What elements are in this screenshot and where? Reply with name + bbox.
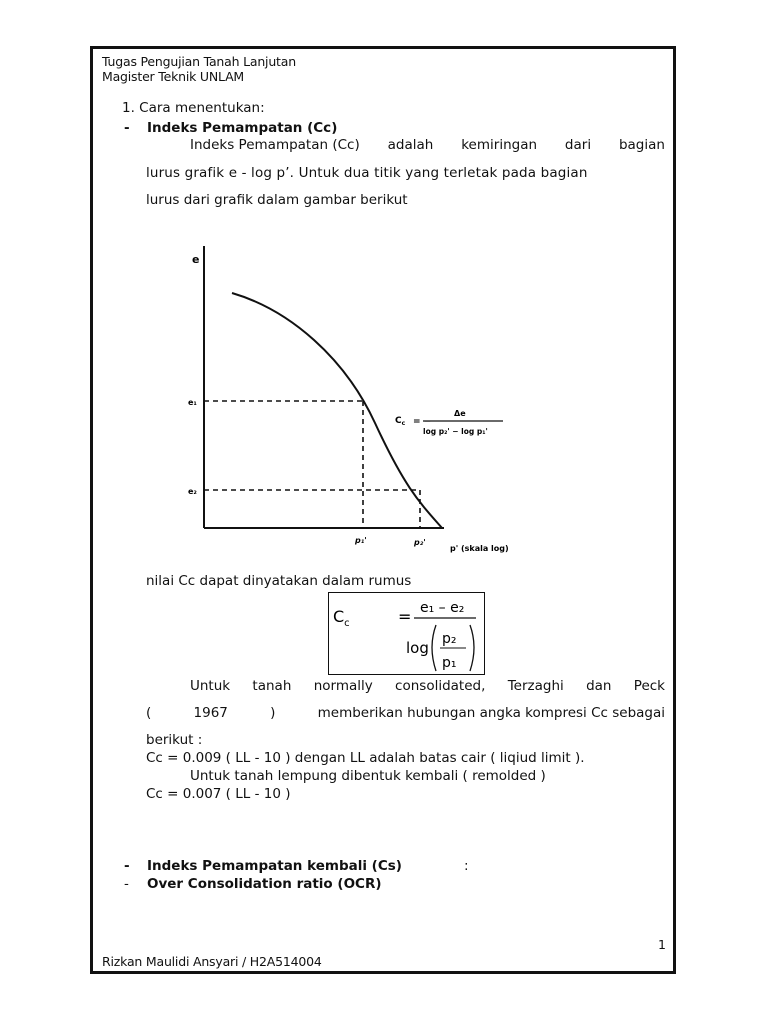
x-axis-label: p' (skala log) xyxy=(450,544,509,553)
p2-label: p₂' xyxy=(414,538,426,547)
cc-remolded-equation: Cc = 0.007 ( LL - 10 ) xyxy=(146,786,291,802)
para1-line1: Indeks Pemampatan (Cc) adalah kemiringan dari bagian xyxy=(190,137,665,153)
para2-line3: berikut : xyxy=(146,732,203,748)
compression-curve xyxy=(232,293,442,528)
header-program: Magister Teknik UNLAM xyxy=(102,69,245,84)
bullet-dash-cs: - xyxy=(124,858,130,874)
cc-nc-equation: Cc = 0.009 ( LL - 10 ) dengan LL adalah batas cair ( liqiud limit ). xyxy=(146,750,585,766)
e2-label: e₂ xyxy=(188,487,197,496)
formula-numerator: e₁ – e₂ xyxy=(420,600,465,616)
y-axis-label: e xyxy=(192,253,200,266)
formula-p2: p₂ xyxy=(442,631,457,647)
header-course: Tugas Pengujian Tanah Lanjutan xyxy=(102,54,296,69)
para1-line3: lurus dari grafik dalam gambar berikut xyxy=(146,192,408,208)
para2-line2: ( 1967 ) memberikan hubungan angka kompresi Cc sebagai xyxy=(146,705,665,721)
eq-denominator: log p₂' − log p₁' xyxy=(423,427,488,436)
footer-author: Rizkan Maulidi Ansyari / H2A514004 xyxy=(102,954,322,969)
bullet-dash-cc: - xyxy=(124,120,130,136)
formula-equals: = xyxy=(398,607,412,626)
formula-left-paren xyxy=(432,625,436,671)
p1-label: p₁' xyxy=(355,536,367,545)
para2-line1: Untuk tanah normally consolidated, Terzaghi dan Peck xyxy=(190,678,665,694)
formula-lhs: $C_c$ xyxy=(333,607,350,629)
eq-lhs: $C_c$ xyxy=(395,416,406,427)
heading-ocr: Over Consolidation ratio (OCR) xyxy=(147,876,382,892)
list-item-1: 1. Cara menentukan: xyxy=(122,100,265,116)
heading-cs-colon: : xyxy=(464,858,469,874)
formula-p1: p₁ xyxy=(442,655,457,671)
eq-numerator: Δe xyxy=(454,409,466,418)
heading-indeks-pemampatan-kembali: Indeks Pemampatan kembali (Cs) xyxy=(147,858,402,874)
bullet-dash-ocr: - xyxy=(124,876,129,892)
cc-formula xyxy=(328,592,485,675)
formula-log: log xyxy=(406,639,429,657)
rumus-intro: nilai Cc dapat dinyatakan dalam rumus xyxy=(146,573,412,589)
para1-line2: lurus grafik e - log p’. Untuk dua titik yang terletak pada bagian xyxy=(146,165,588,181)
e1-label: e₁ xyxy=(188,398,197,407)
heading-indeks-pemampatan: Indeks Pemampatan (Cc) xyxy=(147,120,338,136)
remolded-intro: Untuk tanah lempung dibentuk kembali ( remolded ) xyxy=(190,768,546,784)
page-number: 1 xyxy=(658,937,666,952)
formula-right-paren xyxy=(470,625,474,671)
e-log-p-figure xyxy=(180,238,520,560)
eq-equals: = − xyxy=(413,417,432,427)
